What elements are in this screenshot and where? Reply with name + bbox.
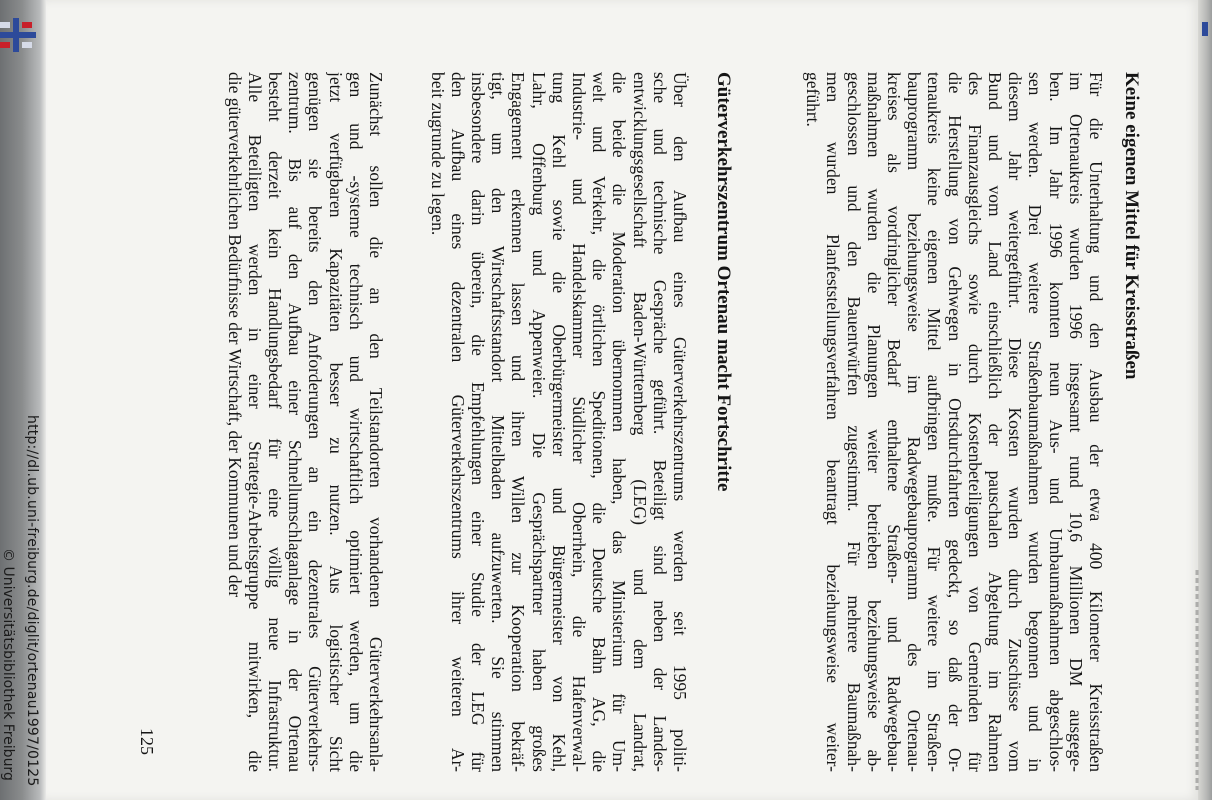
text-line: Für die Unterhaltung und den Ausbau der etwa 400 Kilometer Kreisstraßen [1086,72,1106,772]
text-line: Lahr, Offenburg und Appenweier. Die Gesprächspartner haben großes [528,72,549,772]
text-line: die beide die Moderation übernommen haben, das Ministerium für Um- [609,72,630,772]
text-line: die güterverkehrlichen Bedürfnisse der Wirtschaft, der Kommunen und der [224,72,245,598]
text-line: die Herstellung von Gehwegen in Ortsdurchfahrten gedeckt, so daß der Or- [944,72,965,772]
text-line: Industrie- und Handelskammer Südlicher Oberrhein, die Hafenverwal- [568,72,589,772]
text-line: den Aufbau eines dezentralen Güterverkehrszentrums ihrer weiteren Ar- [447,72,468,772]
source-url[interactable]: http://dl.ub.uni-freiburg.de/diglit/ortenau1997/0125 [24,415,40,787]
bleed-through-text [1190,570,1204,790]
text-line: gen und -systeme technisch und wirtschaftlich optimiert werden, um die [345,72,366,772]
paragraph [427,72,690,772]
text-line: men wurden Planfeststellungsverfahren beantragt beziehungsweise weiter- [823,72,844,772]
text-line: jetzt verfügbaren Kapazitäten besser zu nutzen. Aus logistischer Sicht [325,72,346,772]
text-line: Engagement erkennen lassen und ihren Willen zur Kooperation bekräf- [508,72,529,772]
text-line: genügen sie bereits den Anforderungen an ein dezentrales Güterverkehrs- [305,72,326,772]
text-line: tung Kehl sowie die Oberbürgermeister und Bürgermeister von Kehl, [548,72,569,772]
text-line: Bund und vom Land einschließlich der pauschalen Abgeltung im Rahmen [984,72,1005,772]
text-line: entwicklungsgesellschaft Baden-Württemberg (LEG) und dem Landrat, [629,72,650,772]
section-heading: Keine eigenen Mittel für Kreisstraßen [1121,72,1142,380]
text-line: diesem Jahr weitergeführt. Diese Kosten wurden durch Zuschüsse vom [1005,72,1026,772]
text-line: maßnahmen wurden die Planungen weiter betrieben beziehungsweise ab- [863,72,884,772]
copyright-notice: © Universitätsbibliothek Freiburg [0,548,16,781]
text-line: sche und technische Gespräche geführt. Beteiligt sind neben der Landes- [649,72,670,772]
text-line: besteht derzeit kein Handlungsbedarf für eine völlig neue Infrastruktur. [264,72,285,772]
text-line: Über den Aufbau eines Güterverkehrszentrums werden seit 1995 politi- [670,72,690,772]
text-line: welt und Verkehr, die örtlichen Speditionen, die Deutsche Bahn AG, die [589,72,610,772]
text-line: sen werden. Drei weitere Straßenbaumaßnahmen wurden begonnen und in [1025,72,1046,772]
text-line: Zunächst sollen die an den Teilstandorten vorhandenen Güterverkehrsanla- [366,72,386,772]
paragraph [803,72,1106,772]
text-line: zentrum. Bis auf den Aufbau einer Schnellumschlaganlage in der Ortenau [285,72,306,772]
text-line: geführt. [803,72,824,127]
text-line: des Finanzausgleichs sowie durch Kostenbeteiligungen von Gemeinden für [964,72,985,772]
page-edge [1198,0,1212,800]
text-line: tenaukreis keine eigenen Mittel aufbringen mußte. Für weitere im Straßen- [924,72,945,772]
scanned-page [46,0,1200,800]
text-line: geschlossen und den Bauentwürfen zugestimmt. Für mehrere Baumaßnah- [843,72,864,772]
text-line: im Ortenaukreis wurden 1996 insgesamt rund 10,6 Millionen DM ausgege- [1065,72,1086,772]
page-text-block [137,62,1142,777]
viewer-margin [0,0,46,800]
text-line: kreises als vordringlicher Bedarf enthaltene Straßen- und Radwegebau- [883,72,904,772]
text-line: ben. Im Jahr 1996 konnten neun Aus- und Umbaumaßnahmen abgeschlos- [1045,72,1066,772]
text-line: Alle Beteiligten werden in einer Strategie-Arbeitsgruppe mitwirken, die [244,72,265,772]
flag-icon [0,18,36,52]
text-line: beit zugrunde zu legen. [427,72,448,236]
page-number: 125 [137,728,157,755]
paragraph [224,72,386,772]
section-heading: Güterverkehrszentrum Ortenau macht Fortschritte [713,72,734,492]
text-line: tigt, um den Wirtschaftsstandort Mittelbaden aufzuwerten. Sie stimmen [488,72,509,772]
text-line: insbesondere darin überein, die Empfehlungen einer Studie der LEG für [467,72,488,772]
bookmark-icon [1202,22,1208,36]
text-line: bauprogramm beziehungsweise im Radwegebauprogramm des Ortenau- [904,72,925,772]
